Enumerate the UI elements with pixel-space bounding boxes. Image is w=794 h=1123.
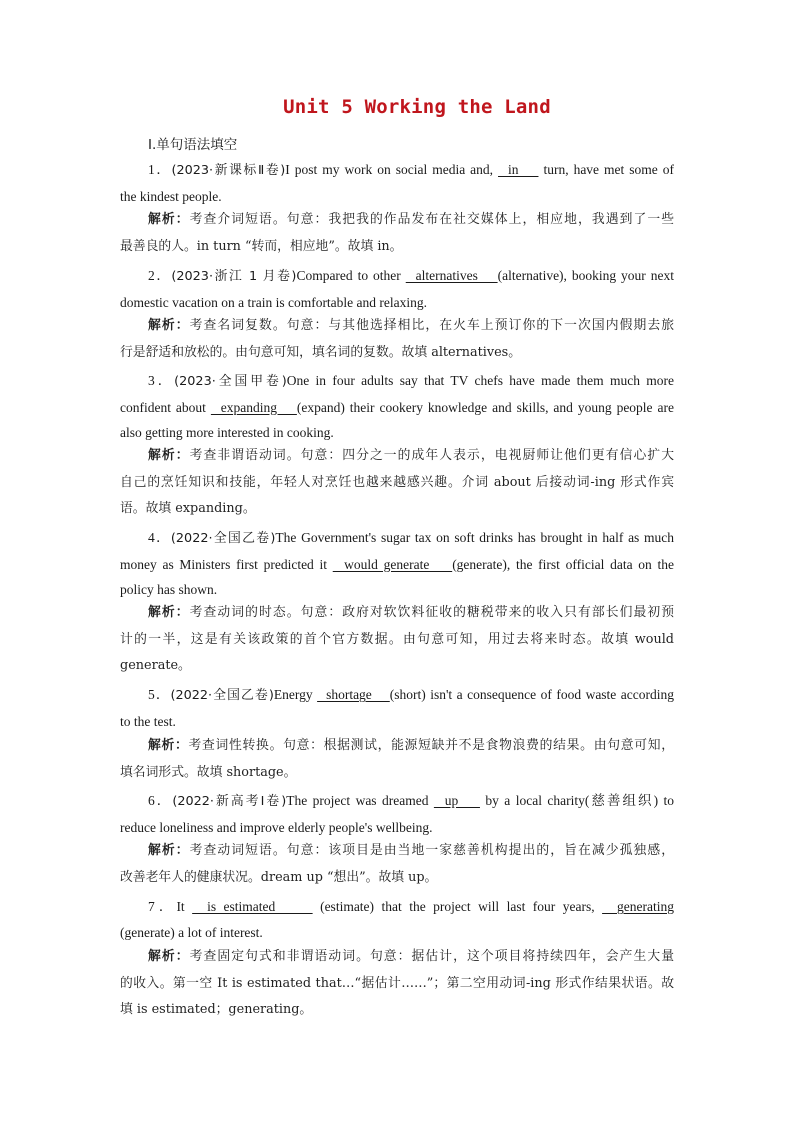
- answer-blank: in: [498, 162, 539, 177]
- text-segment: It: [176, 899, 193, 914]
- text-segment: 考查动词的时态。句意：政府对软饮料征收的糖税带来的收入只有部长们最初预: [189, 605, 675, 620]
- analysis-label: 解析：: [148, 212, 190, 227]
- text-segment: 考查固定句式和非谓语动词。句意：据估计，这个项目将持续四年，会产生大量: [189, 949, 675, 964]
- text-segment: 填 is estimated；generating。: [120, 1002, 313, 1017]
- text-segment: (short) isn't a consequence of food waste according: [389, 687, 675, 702]
- text-segment: (alternative), booking your next: [497, 268, 674, 283]
- analysis-4: [120, 600, 674, 680]
- question-number: 1．: [148, 162, 172, 177]
- section-heading: Ⅰ.单句语法填空: [148, 137, 238, 153]
- question-7: [120, 894, 674, 945]
- analysis-label: 解析：: [148, 949, 190, 964]
- question-3: [120, 368, 674, 446]
- text-segment: 考查名词复数。句意：与其他选择相比，在火车上预订你的下一次国内假期去旅: [189, 318, 675, 333]
- question-5: [120, 682, 674, 734]
- answer-blank: expanding: [210, 399, 297, 415]
- answer-blank: shortage: [317, 687, 390, 702]
- analysis-label: 解析：: [148, 738, 189, 753]
- question-source: (2023·浙江 1 月卷): [171, 269, 297, 284]
- text-segment: 自己的烹饪知识和技能，年轻人对烹饪也越来越感兴趣。介词 about 后接动词-ing 形式作宾: [120, 474, 674, 490]
- text-segment: by a local charity(慈善组织) to: [479, 793, 675, 808]
- text-segment: One in four adults say that TV chefs have made them much more: [286, 373, 675, 388]
- question-number: 3．: [148, 373, 175, 388]
- question-2: [120, 263, 674, 315]
- text-segment: 的收入。第一空 It is estimated that…“据估计……”；第二空用动词-ing 形式作结果状语。故: [120, 975, 674, 991]
- text-segment: to the test.: [120, 713, 176, 729]
- text-segment: 考查介词短语。句意：我把我的作品发布在社交媒体上，相应地，我遇到了一些: [189, 212, 675, 227]
- analysis-7: [120, 944, 674, 1024]
- question-1: [120, 157, 674, 209]
- text-segment: I post my work on social media and,: [285, 162, 499, 177]
- text-segment: The Government's sugar tax on soft drinks has brought in half as much: [275, 530, 675, 545]
- text-segment: Compared to other: [296, 268, 406, 283]
- text-segment: 填名词形式。故填 shortage。: [120, 764, 297, 780]
- text-segment: also getting more interested in cooking.: [120, 425, 334, 440]
- text-segment: 语。故填 expanding。: [120, 501, 256, 516]
- question-source: (2022·新高考Ⅰ卷): [172, 794, 287, 809]
- question-source: (2023·全国甲卷): [174, 374, 287, 389]
- question-number: 5．: [148, 687, 171, 702]
- question-source: (2022·全国乙卷): [170, 688, 274, 703]
- answer-blank-2: generating: [602, 899, 674, 914]
- question-source: (2022·全国乙卷): [170, 531, 276, 546]
- text-segment: (generate) a lot of interest.: [120, 924, 263, 940]
- analysis-1: [120, 207, 674, 260]
- text-segment: reduce loneliness and improve elderly people's wellbeing.: [120, 819, 433, 835]
- analysis-label: 解析：: [148, 605, 190, 620]
- question-number: 2．: [148, 268, 172, 283]
- text-segment: 考查动词短语。句意：该项目是由当地一家慈善机构提出的，旨在减少孤独感，: [189, 843, 675, 858]
- answer-blank: alternatives: [405, 268, 498, 283]
- question-4: [120, 525, 674, 603]
- question-source: (2023·新课标Ⅱ卷): [171, 163, 286, 178]
- text-segment: confident about: [120, 399, 211, 415]
- text-segment: turn, have met some of: [538, 162, 675, 177]
- analysis-label: 解析：: [148, 843, 190, 858]
- answer-blank: up: [433, 793, 480, 808]
- text-segment: Energy: [273, 687, 318, 702]
- text-segment: the kindest people.: [120, 188, 222, 204]
- question-6: [120, 788, 674, 840]
- answer-blank: would generate: [332, 556, 453, 572]
- text-segment: 行是舒适和放松的。由句意可知，填名词的复数。故填 alternatives。: [120, 344, 522, 360]
- text-segment: generate。: [120, 658, 191, 673]
- analysis-6: [120, 838, 674, 891]
- question-number: 7．: [148, 899, 177, 914]
- analysis-label: 解析：: [148, 448, 190, 463]
- text-segment: The project was dreamed: [286, 793, 434, 808]
- answer-blank-1: is estimated: [192, 899, 313, 914]
- text-segment: domestic vacation on a train is comfortable and relaxing.: [120, 294, 428, 310]
- analysis-3: [120, 443, 674, 523]
- text-segment: 最善良的人。in turn “转而，相应地”。故填 in。: [120, 238, 403, 254]
- text-segment: (estimate) that the project will last four years,: [312, 899, 603, 914]
- text-segment: 考查词性转换。句意：根据测试，能源短缺并不是食物浪费的结果。由句意可知，: [188, 738, 675, 753]
- text-segment: (generate), the first official data on the: [452, 556, 674, 572]
- analysis-5: [120, 733, 674, 786]
- text-segment: 计的一半，这是有关该政策的首个官方数据。由句意可知，用过去将来时态。故填 would: [120, 631, 674, 647]
- text-segment: policy has shown.: [120, 582, 218, 597]
- analysis-label: 解析：: [148, 318, 190, 333]
- question-number: 4．: [148, 530, 171, 545]
- question-number: 6．: [148, 793, 173, 808]
- page-title: Unit 5 Working the Land: [283, 96, 551, 118]
- text-segment: 改善老年人的健康状况。dream up “想出”。故填 up。: [120, 869, 438, 885]
- text-segment: (expand) their cookery knowledge and skills, and young people are: [296, 399, 674, 415]
- text-segment: money as Ministers first predicted it: [120, 556, 333, 572]
- analysis-2: [120, 313, 674, 366]
- text-segment: 考查非谓语动词。句意：四分之一的成年人表示，电视厨师让他们更有信心扩大: [189, 448, 675, 463]
